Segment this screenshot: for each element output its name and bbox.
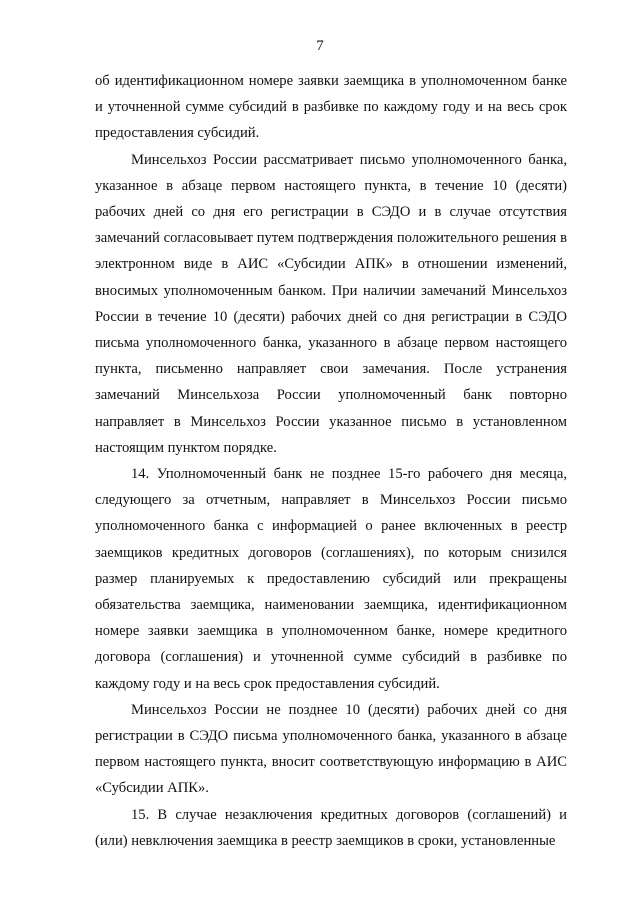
page-number: 7 <box>316 38 324 54</box>
paragraph-ministry-update: Минсельхоз России не позднее 10 (десяти) рабочих дней со дня регистрации в СЭДО письма уполномоченного банка, указанного в абзаце первом настоящего пункта, вносит соответствующую информацию в АИС «Субсидии АПК». <box>95 701 567 797</box>
paragraph-ministry-review: Минсельхоз России рассматривает письмо уполномоченного банка, указанное в абзаце первом настоящего пункта, в течение 10 (десяти) рабочих дней со дня его регистрации в СЭДО и в случае отсутствия замечаний согласовывает путем подтверждения положительного решения в электронном виде в АИС «Субсидии АПК» в отношении изменений, вносимых уполномоченным банком. При наличии замечаний Минсельхоз России в течение 10 (десяти) рабочих дней со дня регистрации в СЭДО письма уполномоченного банка, указанного в абзаце первом настоящего пункта, письменно направляет свои замечания. После устранения замечаний Минсельхоза России уполномоченный банк повторно направляет в Минсельхоз России указанное письмо в установленном настоящим пунктом порядке. <box>95 151 567 456</box>
paragraph-item-14: 14. Уполномоченный банк не позднее 15-го рабочего дня месяца, следующего за отчетным, направляет в Минсельхоз России письмо уполномоченного банка с информацией о ранее включенных в реестр заемщиков кредитных договоров (соглашениях), по которым снизился размер планируемых к предоставлению субсидий или прекращены обязательства заемщика, наименовании заемщика, идентификационном номере заявки заемщика в уполномоченном банке, номере кредитного договора (соглашения) и уточненной сумме субсидий в разбивке по каждому году и на весь срок предоставления субсидий. <box>95 466 567 692</box>
paragraph-continuation: об идентификационном номере заявки заемщика в уполномоченном банке и уточненной сумме субсидий в разбивке по каждому году и на весь срок предоставления субсидий. <box>95 73 567 142</box>
paragraph-item-15: 15. В случае незаключения кредитных договоров (соглашений) и (или) невключения заемщика в реестр заемщиков в сроки, установленные <box>95 806 567 849</box>
document-body <box>95 68 567 854</box>
